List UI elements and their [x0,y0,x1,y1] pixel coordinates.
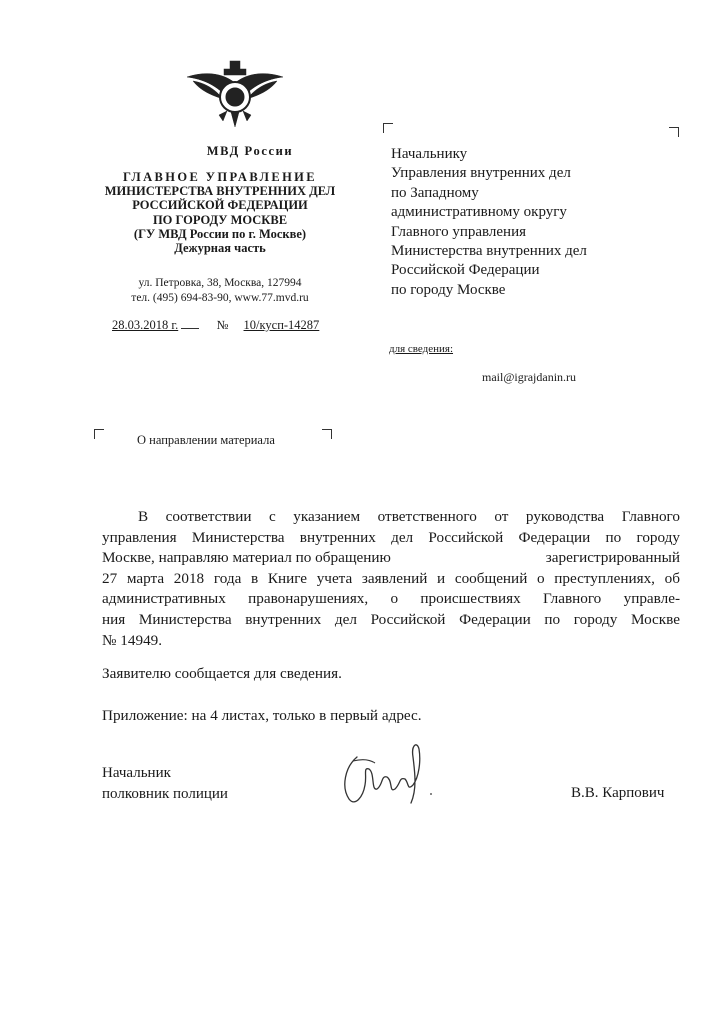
agency-short-name: МВД России [206,144,294,158]
recipient-line-2: Управления внутренних дел [391,165,571,182]
subject-corner-left [94,429,104,439]
subject-corner-right [322,429,332,439]
notice-paragraph: Заявителю сообщается для сведения. [102,665,342,682]
recipient-line-3: по Западному [391,184,479,201]
body-line-7: № 14949. [102,631,163,649]
attachment-paragraph: Приложение: на 4 листах, только в первый адрес. [102,707,422,724]
subject-line: О направлении материала [137,433,275,447]
recipient-corner-left [383,123,393,133]
registration-line [112,318,352,333]
recipient-line-6: Министерства внутренних дел [391,243,587,260]
org-line-6: Дежурная часть [174,241,266,256]
org-line-5: (ГУ МВД России по г. Москве) [133,226,307,241]
org-line-3: РОССИЙСКОЙ ФЕДЕРАЦИИ [132,198,308,213]
body-line-3 [102,548,680,569]
recipient-line-1: Начальнику [391,146,468,162]
body-line-2: управления Министерства внутренних дел Российской Федерации по городу [102,528,680,546]
org-line-1: ГЛАВНОЕ УПРАВЛЕНИЕ [122,170,318,184]
org-line-4: ПО ГОРОДУ МОСКВЕ [152,212,288,227]
handwritten-signature-icon [335,737,445,817]
address-block [100,276,340,306]
recipient-email: mail@igrajdanin.ru [482,370,577,384]
body-line-3-end: зарегистрированный [545,549,680,567]
org-line-2: МИНИСТЕРСТВА ВНУТРЕННИХ ДЕЛ [104,184,336,199]
signoff-block [102,763,228,805]
street-address: ул. Петровка, 38, Москва, 127994 [138,277,302,289]
body-line-4: 27 марта 2018 года в Книге учета заявлений и сообщений о преступлениях, об [102,569,680,587]
body-line-3-start: Москве, направляю материал по обращению [102,549,391,567]
signoff-position: Начальник [102,765,171,781]
mvd-emblem-icon [185,55,285,133]
contacts: тел. (495) 694-83-90, www.77.mvd.ru [131,292,309,304]
recipient-line-5: Главного управления [391,223,526,240]
recipient-line-8: по городу Москве [391,281,506,298]
recipient-line-7: Российской Федерации [391,262,540,279]
recipient-line-4: административному округу [391,204,567,221]
body-line-5: административных правонарушениях, о происшествиях Главного управле- [102,590,680,608]
signoff-name: В.В. Карпович [571,785,665,801]
document-number: 10/кусп-14287 [243,318,320,332]
organization-block [80,170,360,255]
for-info-label: для сведения: [389,343,454,355]
body-line-1: В соответствии с указанием ответственного от руководства Главного [138,508,680,525]
body-line-6: ния Министерства внутренних дел Российской Федерации по городу Москве [102,610,680,628]
number-sign: № [216,318,229,332]
body-paragraph [102,507,680,651]
recipient-block [391,145,651,300]
document-date: 28.03.2018 г. [112,318,179,332]
signoff-rank: полковник полиции [102,786,228,802]
recipient-corner-right [669,127,679,137]
